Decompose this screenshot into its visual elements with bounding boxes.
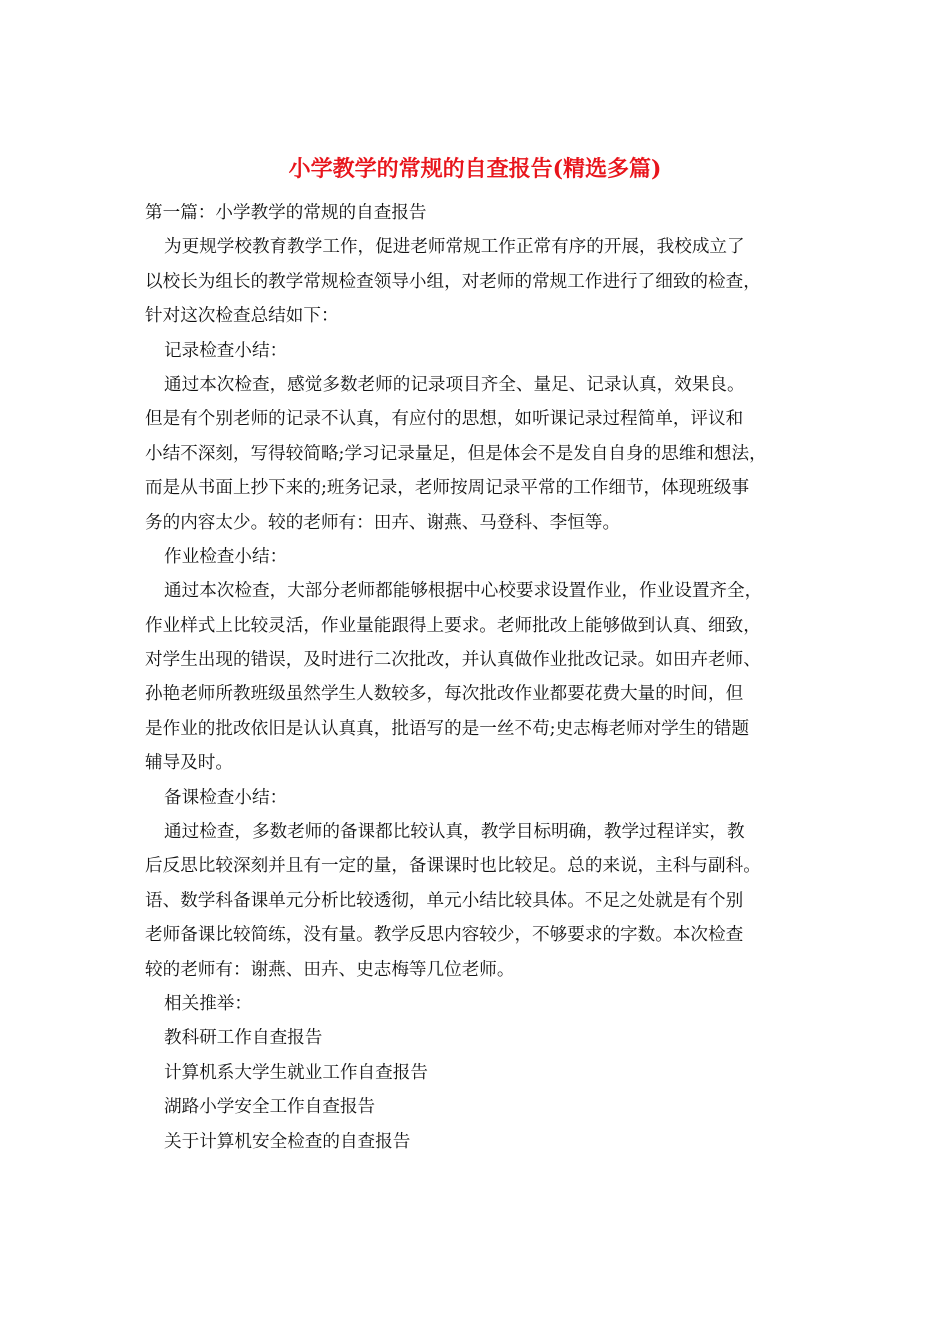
- text-line: 小结不深刻，写得较简略;学习记录量足，但是体会不是发自自身的思维和想法，: [145, 443, 767, 464]
- text-line: 较的老师有：谢燕、田卉、史志梅等几位老师。: [145, 959, 515, 980]
- text-line: 作业检查小结：: [164, 546, 288, 567]
- text-line: 而是从书面上抄下来的;班务记录，老师按周记录平常的工作细节，体现班级事: [145, 478, 750, 499]
- text-line: 孙艳老师所教班级虽然学生人数较多，每次批改作业都要花费大量的时间，但: [145, 684, 744, 705]
- text-line: 对学生出现的错误，及时进行二次批改，并认真做作业批改记录。如田卉老师、: [145, 650, 761, 671]
- text-line: 但是有个别老师的记录不认真，有应付的思想，如听课记录过程简单，评议和: [145, 409, 744, 430]
- text-line: 教科研工作自查报告: [164, 1028, 323, 1049]
- text-line: 记录检查小结：: [164, 340, 288, 361]
- text-line: 通过检查，多数老师的备课都比较认真，教学目标明确，教学过程详实，教: [164, 822, 745, 843]
- text-line: 针对这次检查总结如下：: [145, 306, 339, 327]
- text-line: 辅导及时。: [145, 753, 233, 774]
- text-line: 是作业的批改依旧是认认真真，批语写的是一丝不苟;史志梅老师对学生的错题: [145, 718, 750, 739]
- text-line: 务的内容太少。较的老师有：田卉、谢燕、马登科、李恒等。: [145, 512, 621, 533]
- text-line: 湖路小学安全工作自查报告: [164, 1097, 376, 1118]
- document-title: 小学教学的常规的自查报告(精选多篇): [288, 156, 662, 182]
- text-line: 第一篇：小学教学的常规的自查报告: [145, 203, 427, 223]
- text-line: 作业样式上比较灵活，作业量能跟得上要求。老师批改上能够做到认真、细致，: [145, 615, 761, 636]
- document-body: [145, 196, 825, 1159]
- text-line: 备课检查小结：: [164, 787, 288, 808]
- text-line: 通过本次检查，感觉多数老师的记录项目齐全、量足、记录认真，效果良。: [164, 374, 745, 395]
- text-line: 相关推举：: [164, 993, 252, 1014]
- text-line: 语、数学科备课单元分析比较透彻，单元小结比较具体。不足之处就是有个别: [145, 890, 744, 911]
- text-line: 老师备课比较简练，没有量。教学反思内容较少，不够要求的字数。本次检查: [145, 925, 744, 946]
- text-line: 关于计算机安全检查的自查报告: [164, 1131, 411, 1152]
- text-line: 后反思比较深刻并且有一定的量，备课课时也比较足。总的来说，主科与副科。: [145, 856, 761, 877]
- text-line: 计算机系大学生就业工作自查报告: [164, 1062, 428, 1083]
- text-line: 为更规学校教育教学工作，促进老师常规工作正常有序的开展，我校成立了: [164, 237, 745, 258]
- text-line: 以校长为组长的教学常规检查领导小组，对老师的常规工作进行了细致的检查，: [145, 271, 761, 292]
- text-line: 通过本次检查，大部分老师都能够根据中心校要求设置作业，作业设置齐全，: [164, 581, 763, 602]
